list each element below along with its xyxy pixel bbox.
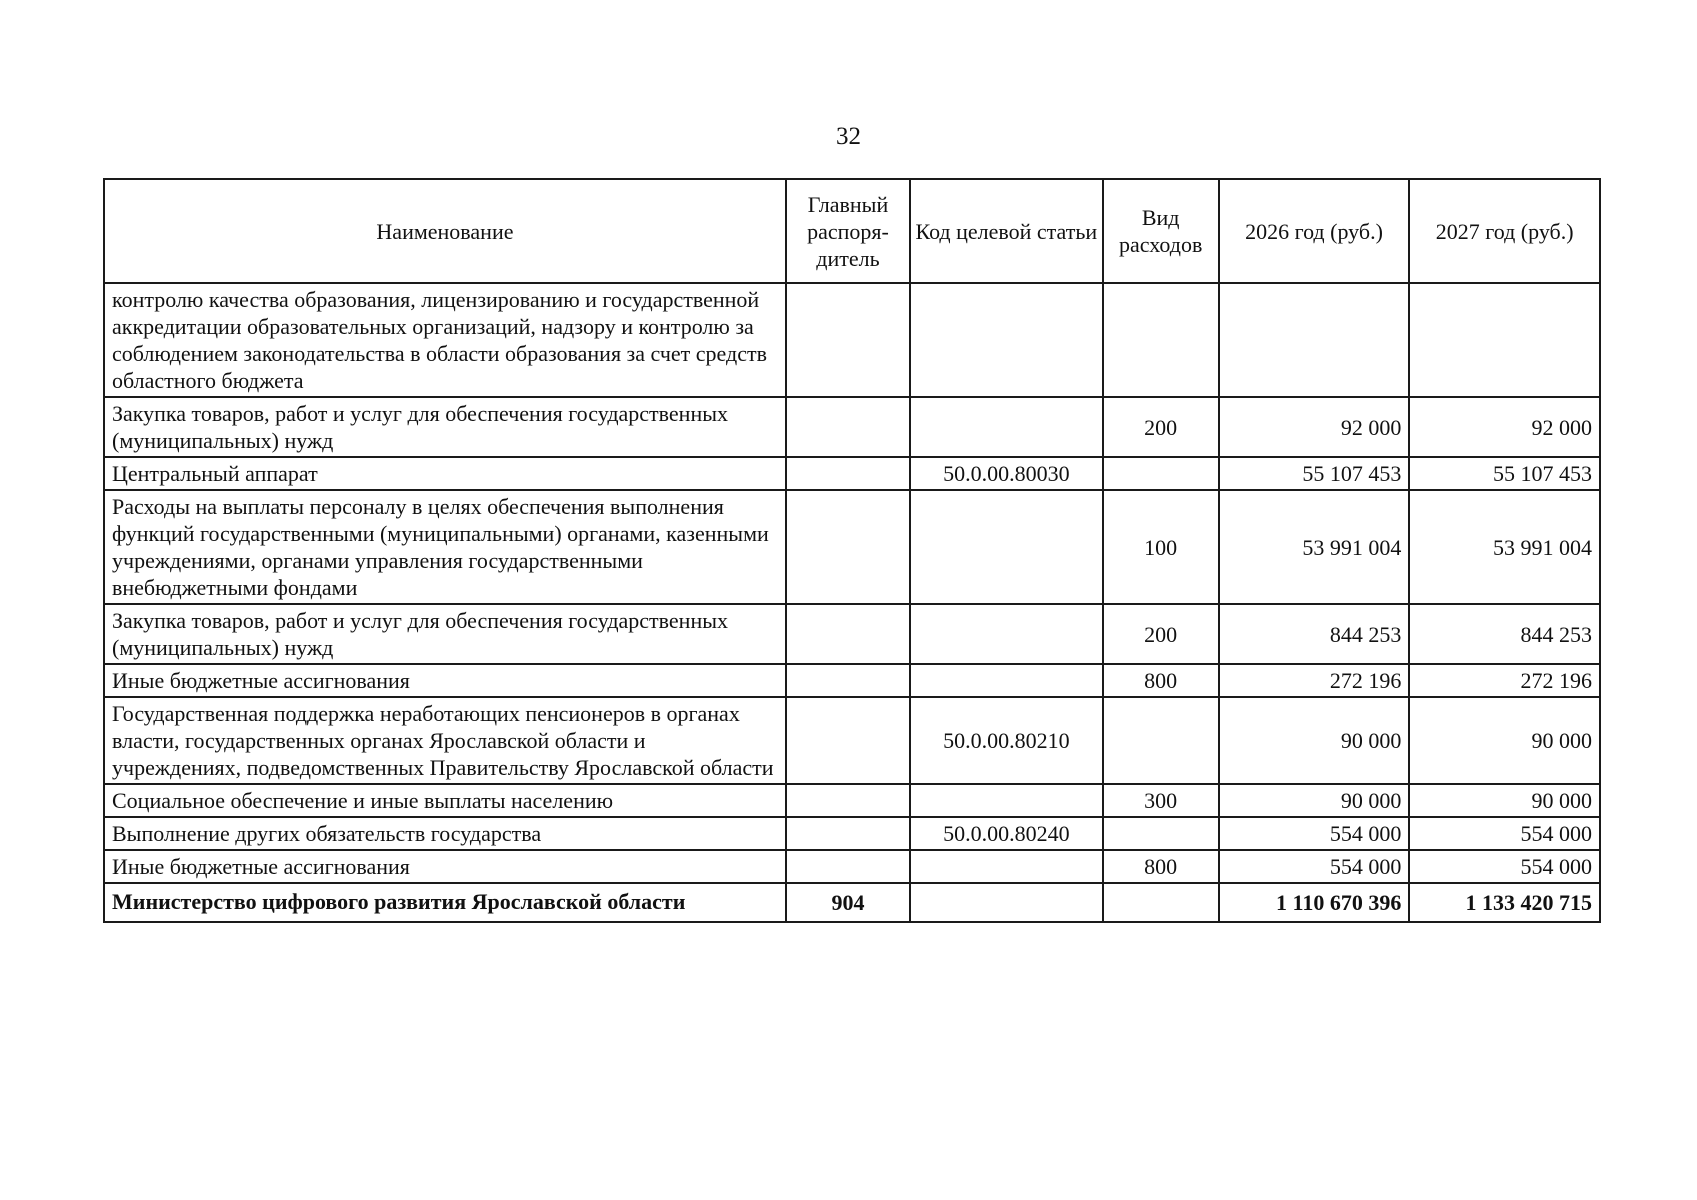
header-year-2027: 2027 год (руб.) xyxy=(1409,179,1600,283)
cell-name: Закупка товаров, работ и услуг для обеспечения государственных (муниципальных) нужд xyxy=(104,604,786,664)
header-name: Наименование xyxy=(104,179,786,283)
cell-target-code xyxy=(910,604,1103,664)
table-row xyxy=(104,397,1600,457)
cell-target-code xyxy=(910,883,1103,922)
cell-year-2027: 844 253 xyxy=(1409,604,1600,664)
table-row xyxy=(104,784,1600,817)
cell-year-2026 xyxy=(1219,283,1410,397)
header-expense-type: Вид расходов xyxy=(1103,179,1219,283)
cell-expense-type xyxy=(1103,697,1219,784)
cell-year-2026: 272 196 xyxy=(1219,664,1410,697)
cell-expense-type: 300 xyxy=(1103,784,1219,817)
budget-table xyxy=(103,178,1601,923)
cell-name: Министерство цифрового развития Ярославской области xyxy=(104,883,786,922)
cell-name: Государственная поддержка неработающих пенсионеров в органах власти, государственных органах Ярославской области и учреждениях, подведомственных Правительству Ярославской области xyxy=(104,697,786,784)
cell-year-2026: 844 253 xyxy=(1219,604,1410,664)
cell-expense-type xyxy=(1103,817,1219,850)
cell-year-2026: 1 110 670 396 xyxy=(1219,883,1410,922)
cell-manager xyxy=(786,457,910,490)
table-row-total xyxy=(104,883,1600,922)
cell-year-2026: 90 000 xyxy=(1219,697,1410,784)
cell-target-code: 50.0.00.80210 xyxy=(910,697,1103,784)
cell-year-2026: 53 991 004 xyxy=(1219,490,1410,604)
cell-target-code xyxy=(910,784,1103,817)
cell-manager xyxy=(786,784,910,817)
header-target-code: Код целевой статьи xyxy=(910,179,1103,283)
table-row xyxy=(104,604,1600,664)
cell-year-2027: 1 133 420 715 xyxy=(1409,883,1600,922)
cell-target-code: 50.0.00.80240 xyxy=(910,817,1103,850)
cell-expense-type: 200 xyxy=(1103,397,1219,457)
cell-year-2027: 554 000 xyxy=(1409,817,1600,850)
cell-manager xyxy=(786,697,910,784)
table-row xyxy=(104,490,1600,604)
header-year-2026: 2026 год (руб.) xyxy=(1219,179,1410,283)
cell-year-2027: 92 000 xyxy=(1409,397,1600,457)
cell-manager xyxy=(786,850,910,883)
cell-name: Расходы на выплаты персоналу в целях обеспечения выполнения функций государственными (муниципальными) органами, казенными учреждениями, органами управления государственными внебюджетными фондами xyxy=(104,490,786,604)
cell-expense-type: 800 xyxy=(1103,850,1219,883)
cell-expense-type xyxy=(1103,283,1219,397)
page-number: 32 xyxy=(836,123,861,150)
cell-year-2027: 55 107 453 xyxy=(1409,457,1600,490)
cell-year-2026: 90 000 xyxy=(1219,784,1410,817)
table-row xyxy=(104,850,1600,883)
cell-target-code xyxy=(910,397,1103,457)
cell-manager xyxy=(786,490,910,604)
cell-target-code: 50.0.00.80030 xyxy=(910,457,1103,490)
cell-year-2027: 53 991 004 xyxy=(1409,490,1600,604)
cell-expense-type xyxy=(1103,457,1219,490)
cell-target-code xyxy=(910,850,1103,883)
cell-name: Социальное обеспечение и иные выплаты населению xyxy=(104,784,786,817)
cell-name: Центральный аппарат xyxy=(104,457,786,490)
cell-expense-type xyxy=(1103,883,1219,922)
cell-target-code xyxy=(910,664,1103,697)
cell-name: Иные бюджетные ассигнования xyxy=(104,664,786,697)
cell-year-2026: 92 000 xyxy=(1219,397,1410,457)
cell-manager xyxy=(786,283,910,397)
cell-year-2027: 90 000 xyxy=(1409,697,1600,784)
cell-name: контролю качества образования, лицензированию и государственной аккредитации образовательных организаций, надзору и контролю за соблюдением законодательства в области образования за счет средств областного бюджета xyxy=(104,283,786,397)
cell-manager xyxy=(786,604,910,664)
header-manager: Главный распоря-дитель xyxy=(786,179,910,283)
table-row xyxy=(104,664,1600,697)
cell-target-code xyxy=(910,490,1103,604)
cell-manager xyxy=(786,664,910,697)
table-row xyxy=(104,697,1600,784)
table-row xyxy=(104,283,1600,397)
cell-year-2026: 554 000 xyxy=(1219,817,1410,850)
table-body xyxy=(104,283,1600,922)
cell-name: Иные бюджетные ассигнования xyxy=(104,850,786,883)
cell-year-2027: 90 000 xyxy=(1409,784,1600,817)
cell-year-2026: 554 000 xyxy=(1219,850,1410,883)
cell-year-2027 xyxy=(1409,283,1600,397)
cell-name: Закупка товаров, работ и услуг для обеспечения государственных (муниципальных) нужд xyxy=(104,397,786,457)
cell-expense-type: 200 xyxy=(1103,604,1219,664)
cell-manager: 904 xyxy=(786,883,910,922)
cell-year-2027: 554 000 xyxy=(1409,850,1600,883)
cell-year-2027: 272 196 xyxy=(1409,664,1600,697)
table-row xyxy=(104,457,1600,490)
table-row xyxy=(104,817,1600,850)
table-header-row xyxy=(104,179,1600,283)
cell-manager xyxy=(786,817,910,850)
cell-expense-type: 800 xyxy=(1103,664,1219,697)
cell-expense-type: 100 xyxy=(1103,490,1219,604)
cell-target-code xyxy=(910,283,1103,397)
cell-name: Выполнение других обязательств государства xyxy=(104,817,786,850)
cell-manager xyxy=(786,397,910,457)
cell-year-2026: 55 107 453 xyxy=(1219,457,1410,490)
